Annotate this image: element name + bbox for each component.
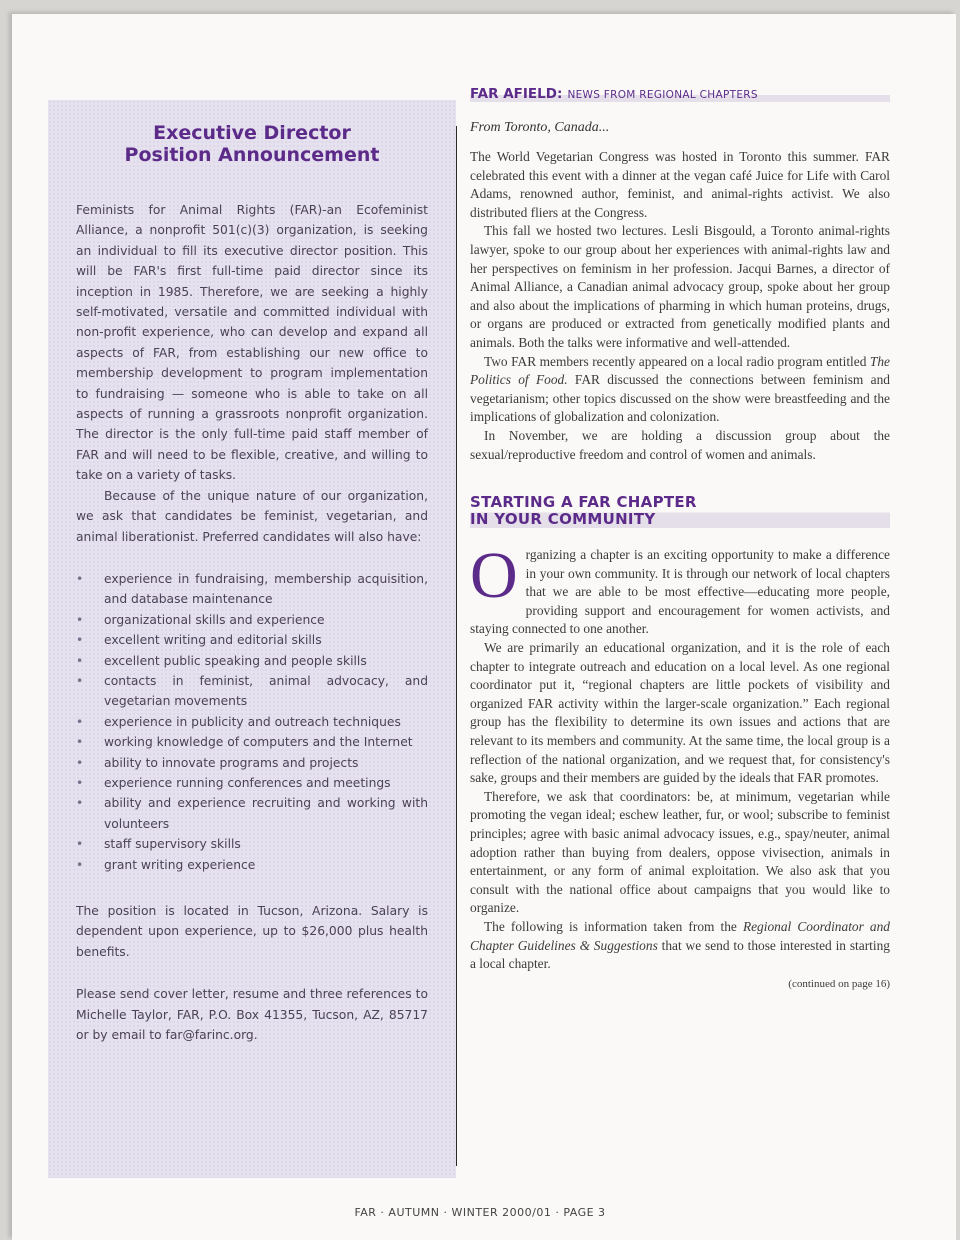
location-salary: The position is located in Tucson, Arizona. Salary is dependent upon experience, up to $26,000 plus health benefits.: [76, 904, 428, 959]
article-paragraph: Two FAR members recently appeared on a local radio program entitled The Politics of Food. FAR discussed the connections between feminism and vegetarianism; other topics discussed on the show were breastfeeding and the implications of globalization and colonization.: [470, 353, 890, 425]
list-item: • experience in fundraising, membership acquisition, and database maintenance: [76, 569, 428, 610]
list-item: • ability and experience recruiting and working with volunteers: [76, 793, 428, 834]
drop-cap: O: [470, 539, 518, 613]
article-paragraph: Therefore, we ask that coordinators: be, at minimum, vegetarian while promoting the vegan ideal; eschew leather, fur, or wool; subscribe to feminist principles; agree with basic animal advocacy issues, e.g., spay/neuter, animal adoption rather than buying from dealers, oppose vivisection, animals in entertainment, or any form of animal exploitation. We also ask that you consult with the national office about campaigns that you would like to organize.: [470, 788, 890, 916]
list-item: • grant writing experience: [76, 855, 428, 875]
article-paragraph: We are primarily an educational organization, and it is the role of each chapter to integrate outreach and education on a local level. As one regional coordinator put it, “regional chapters are little pockets of visibility and organized FAR activity within the larger-scale organization.” Each regional group has the flexibility to determine its own issues and actions that are relevant to its members and community. At the same time, the local group is a reflection of the national organization, and we request that, for consistency's sake, groups and their members are guided by the ideals that FAR promotes.: [470, 640, 890, 786]
list-item: • working knowledge of computers and the Internet: [76, 732, 428, 752]
article-paragraph: This fall we hosted two lectures. Lesli Bisgould, a Toronto animal-rights lawyer, spoke to our group about her experiences with animal-rights law and her perspectives on feminism in her profession. Jacqui Barnes, a director of Animal Alliance, a Canadian animal advocacy group, spoke about her group and also about the implications of pharming in which human proteins, drugs, or organs are produced or extracted from genetically modified plants and animals. Both the talks were informative and well-attended.: [470, 223, 890, 350]
list-item: • excellent writing and editorial skills: [76, 630, 428, 650]
page-footer: FAR · AUTUMN · WINTER 2000/01 · PAGE 3: [354, 1206, 606, 1219]
application-instructions: Please send cover letter, resume and three references to Michelle Taylor, FAR, P.O. Box 41355, Tucson, AZ, 85717 or by email to far@farinc.org.: [76, 987, 428, 1043]
article-paragraph: In November, we are holding a discussion group about the sexual/reproductive freedom and control of women and animals.: [470, 427, 890, 462]
far-afield-column: [470, 84, 890, 990]
dateline: From Toronto, Canada...: [470, 120, 610, 135]
announcement-title: Executive Director Position Announcement: [124, 122, 380, 166]
executive-director-announcement: [48, 100, 456, 1178]
announcement-intro: Feminists for Animal Rights (FAR)-an Ecofeminist Alliance, a nonprofit 501(c)(3) organization, is seeking an individual to fill its executive director position. This will be FAR's first full-time paid director since its inception in 1985. Therefore, we are seeking a highly self-motivated, versatile and committed individual with non-profit experience, who can develop and expand all aspects of FAR, from establishing our new office to membership development to program implementation to fundraising — someone who is able to take on all aspects of running a grassroots nonprofit organization. The director is the only full-time paid staff member of FAR and will need to be flexible, creative, and willing to take on a variety of tasks.: [76, 203, 428, 483]
article-paragraph: The World Vegetarian Congress was hosted in Toronto this summer. FAR celebrated this event with a dinner at the vegan café Juice for Life with Carol Adams, renowned author, feminist, and animal-rights activist. We also distributed fliers at the Congress.: [470, 149, 890, 220]
continued-note: (continued on page 16): [788, 977, 890, 990]
article-paragraph: The following is information taken from the Regional Coordinator and Chapter Guidelines & Suggestions that we send to those interested in starting a local chapter.: [470, 918, 890, 972]
column-divider: [456, 126, 457, 1166]
list-item: • contacts in feminist, animal advocacy, and vegetarian movements: [76, 671, 428, 712]
list-item: • experience running conferences and meetings: [76, 773, 428, 793]
section-header: FAR AFIELD: NEWS FROM REGIONAL CHAPTERS: [470, 84, 890, 102]
list-item: • excellent public speaking and people skills: [76, 651, 428, 671]
list-item: • ability to innovate programs and projects: [76, 753, 428, 773]
list-item: • staff supervisory skills: [76, 834, 428, 854]
list-item: • experience in publicity and outreach techniques: [76, 712, 428, 732]
chapter-heading: STARTING A FAR CHAPTER IN YOUR COMMUNITY: [470, 494, 890, 528]
list-item: • organizational skills and experience: [76, 610, 428, 630]
announcement-requirements: Because of the unique nature of our organization, we ask that candidates be feminist, vegetarian, and animal liberationist. Preferred candidates will also have:: [76, 488, 428, 544]
qualifications-list: [76, 569, 428, 875]
article-paragraph: Organizing a chapter is an exciting opportunity to make a difference in your own community. It is through our network of local chapters that we are able to be most effective—educating more people, providing support and encouragement for women activists, and staying connected to one another.: [470, 539, 890, 637]
